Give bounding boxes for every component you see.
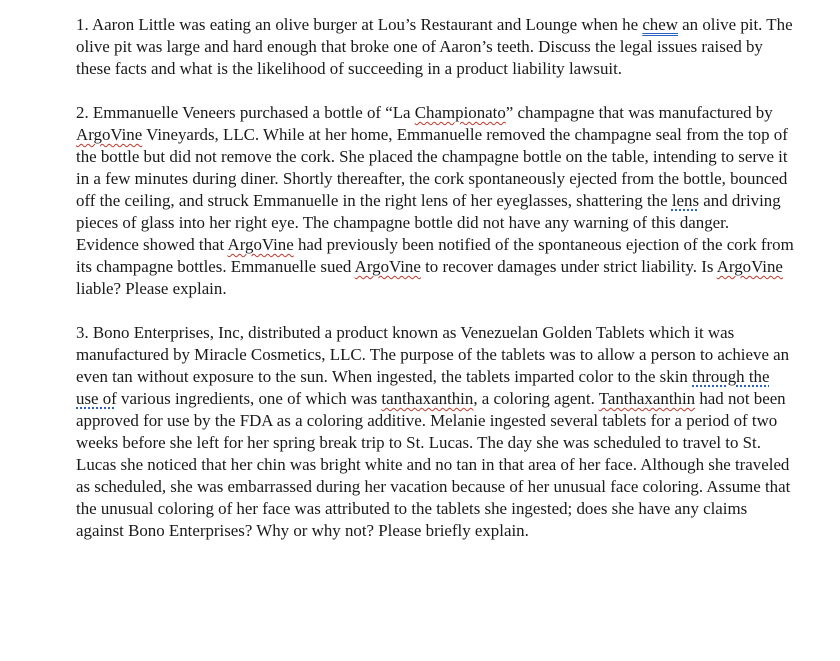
question-2-text-cont: ” champagne that was manufactured by: [505, 103, 773, 122]
question-1-text: 1. Aaron Little was eating an olive burger at Lou’s Restaurant and Lounge when he: [76, 15, 643, 34]
grammar-flag-lens[interactable]: lens: [671, 191, 700, 210]
grammar-flag-through-the-use-of[interactable]: through the use of: [76, 367, 770, 408]
document-body: [76, 14, 794, 564]
spelling-flag-argovine[interactable]: ArgoVine: [227, 235, 294, 254]
question-3-text-cont: had not been approved for use by the FDA as a coloring additive. Melanie ingested several tablets for a period of two weeks before she left for her spring break trip to St. Lucas. The day she was scheduled to travel to St. Lucas she noticed that her chin was bright white and no tan in that area of her face. Although she traveled as scheduled, she was embarrassed during her vacation because of her unusual face coloring. Assume that the unusual coloring of her face was attributed to the tablets she ingested; does she have any claims against Bono Enterprises? Why or why not? Please briefly explain.: [76, 389, 791, 540]
question-1-text-cont: an olive pit. The olive pit was large and hard enough that broke one of Aaron’s teeth. Discuss the legal issues raised by these facts and what is the likelihood of succeeding in a product liability lawsuit.: [76, 15, 793, 78]
question-2: [76, 102, 794, 300]
question-3-text-cont: , a coloring agent.: [473, 389, 599, 408]
spelling-flag-tanthaxanthin[interactable]: tanthaxanthin: [381, 389, 474, 408]
question-3-text-cont: various ingredients, one of which was: [116, 389, 382, 408]
spelling-flag-argovine[interactable]: ArgoVine: [354, 257, 421, 276]
spelling-flag-argovine[interactable]: ArgoVine: [716, 257, 783, 276]
question-2-text-cont: had previously been notified of the spontaneous ejection of the cork from its champagne bottles. Emmanuelle sued: [76, 235, 794, 276]
question-1: [76, 14, 794, 80]
spelling-flag-championato[interactable]: Championato: [414, 103, 506, 122]
question-2-text-cont: Vineyards, LLC. While at her home, Emmanuelle removed the champagne seal from the top of the bottle but did not remove the cork. She placed the champagne bottle on the table, intending to serve it in a few minutes during diner. Shortly thereafter, the cork spontaneously ejected from the bottle, bounced off the ceiling, and struck Emmanuelle in the right lens of her eyeglasses, shattering the: [76, 125, 788, 210]
question-2-text-cont: liable? Please explain.: [76, 279, 227, 298]
question-2-text-cont: and driving pieces of glass into her right eye. The champagne bottle did not have any warning of this danger. Evidence showed that: [76, 191, 781, 254]
spelling-flag-tanthaxanthin[interactable]: Tanthaxanthin: [598, 389, 696, 408]
grammar-flag-chew[interactable]: chew: [642, 15, 678, 34]
question-2-text: 2. Emmanuelle Veneers purchased a bottle of “La: [76, 103, 415, 122]
question-3: [76, 322, 794, 542]
question-2-text-cont: to recover damages under strict liability. Is: [420, 257, 717, 276]
spelling-flag-argovine[interactable]: ArgoVine: [76, 125, 143, 144]
question-3-text: 3. Bono Enterprises, Inc, distributed a product known as Venezuelan Golden Tablets which it was manufactured by Miracle Cosmetics, LLC. The purpose of the tablets was to allow a person to achieve an even tan without exposure to the sun. When ingested, the tablets imparted color to the skin: [76, 323, 790, 386]
